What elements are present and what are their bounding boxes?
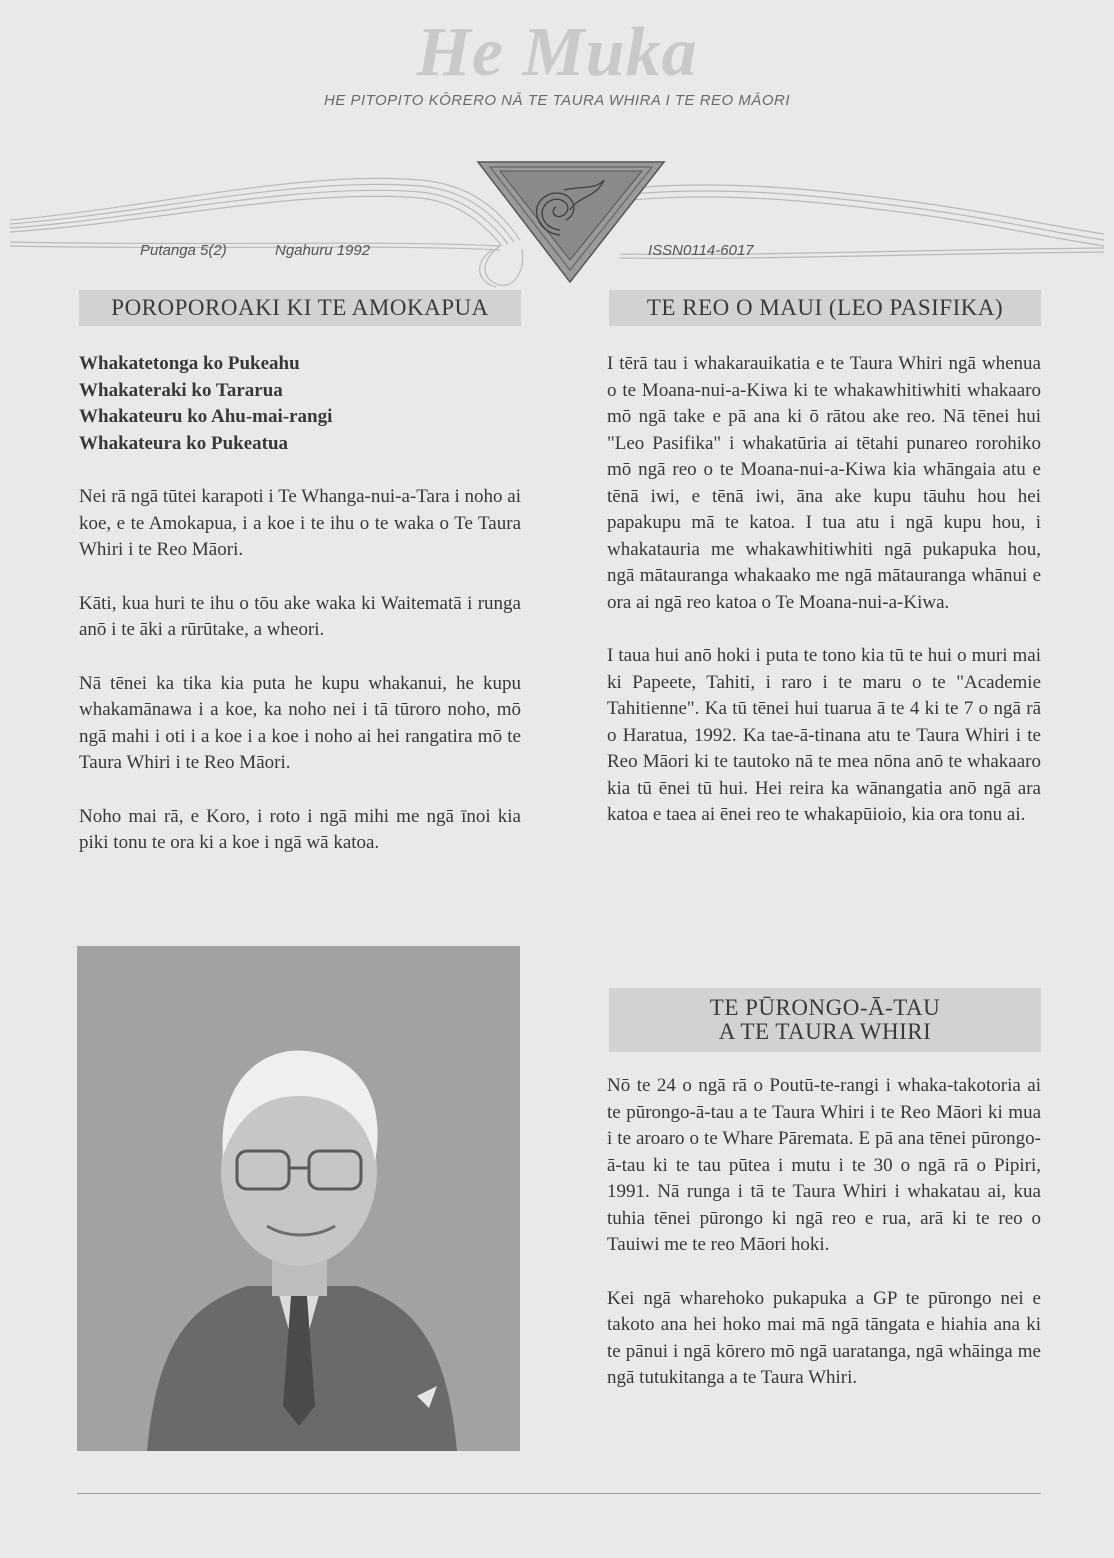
issn-number: ISSN0114-6017 — [648, 242, 754, 259]
right-article-heading-text: TE REO O MAUI (LEO PASIFIKA) — [646, 294, 1004, 320]
poem-line: Whakateura ko Pukeatua — [79, 432, 289, 454]
masthead-subtitle: HE PITOPITO KŌRERO NĀ TE TAURA WHIRA I TE REO MĀORI — [323, 92, 791, 109]
paragraph: Kei ngā wharehoko pukapuka a GP te pūrongo nei e takoto ana hei hoko mai mā ngā tāngata e hiahia ana ki te pānui i ngā kōrero mō ngā uaratanga, ngā whāinga me ngā tutukitanga a te Taura Whiri. — [607, 1287, 1041, 1388]
left-article-heading-text: POROPOROAKI KI TE AMOKAPUA — [111, 294, 489, 320]
issue-number: Putanga 5(2) — [140, 242, 227, 259]
annual-report-heading-line2: A TE TAURA WHIRI — [718, 1019, 932, 1044]
portrait-photo — [77, 946, 520, 1451]
left-article-heading — [79, 290, 521, 326]
poem-line: Whakateraki ko Tararua — [79, 379, 283, 401]
right-article-heading — [609, 290, 1041, 326]
poem-line: Whakateuru ko Ahu-mai-rangi — [79, 406, 333, 427]
annual-report-body — [607, 1073, 1041, 1419]
bottom-divider — [77, 1493, 1041, 1494]
masthead-title: He Muka — [416, 14, 698, 91]
annual-report-heading-line1: TE PŪRONGO-Ā-TAU — [709, 994, 941, 1020]
paragraph: Nei rā ngā tūtei karapoti i Te Whanga-nui-a-Tara i noho ai koe, e te Amokapua, i a koe i te ihu o te waka o Te Taura Whiri i te Reo Māori. — [79, 486, 521, 560]
poem-line: Whakatetonga ko Pukeahu — [79, 353, 300, 374]
paragraph: Nō te 24 o ngā rā o Poutū-te-rangi i whaka-takotoria ai te pūrongo-ā-tau a te Taura Whiri i te Reo Māori ki mua i te aroaro o te Whare Pāremata. E pā ana tēnei pūrongo-ā-tau ki te tau pūtea i mutu i te 30 o ngā rā o Pipiri, 1991. Nā runga i tā te Taura Whiri i whakatau ai, kua tuhia tēnei pūrongo ki ngā reo e rua, arā ki te reo o Tauiwi me te reo Māori hoki. — [607, 1075, 1041, 1255]
paragraph: I tērā tau i whakarauikatia e te Taura Whiri ngā whenua o te Moana-nui-a-Kiwa ki te whakawhitiwhiti whakaaro mō ngā take e pā ana ki ō rātou ake reo. Nā tēnei hui "Leo Pasifika" i whakatūria ai tētahi punareo rorohiko mō ngā reo o te Moana-nui-a-Kiwa kia whāngaia atu e tēnā iwi, e tēnā iwi, āna ake kupu tāuhu hou hei papakupu mā te katoa. I tua atu i ngā kupu hou, i whakatauria me whakawhitiwhiti ngā pukapuka hou, ngā mātauranga whakaako me ngā mātauranga whānui e ora ai ngā reo katoa o Te Moana-nui-a-Kiwa. — [607, 353, 1041, 613]
paragraph: Nā tēnei ka tika kia puta he kupu whakanui, he kupu whakamānawa i a koe, ka noho nei i tā tūroro noho, mō ngā mahi i oti i a koe i a koe i noho ai hei rangatira mō te Taura Whiri i te Reo Māori. — [79, 672, 521, 773]
paragraph: I taua hui anō hoki i puta te tono kia tū te hui o muri mai ki Papeete, Tahiti, i raro i te maru o te "Academie Tahitienne". Ka tū tēnei hui tuarua ā te 4 ki te 7 o ngā rā o Haratua, 1992. Ka tae-ā-tinana atu te Taura Whiri i te Reo Māori ki te tautoko nā te mea nōna anō te whakaaro kia tū ēnei tū hui. Hei reira ka wānangatia anō ngā ara katoa e taea ai ēnei reo te whakapūioio, kia ora tonu ai. — [607, 645, 1041, 825]
paragraph: Noho mai rā, e Koro, i roto i ngā mihi me ngā īnoi kia piki tonu te ora ki a koe i ngā wā katoa. — [79, 805, 521, 853]
left-article-body — [79, 351, 521, 884]
poem-block — [79, 351, 521, 457]
issue-date: Ngahuru 1992 — [275, 242, 371, 259]
masthead-wave-emblem — [0, 150, 1114, 290]
paragraph: Kāti, kua huri te ihu o tōu ake waka ki Waitematā i runga anō i te āki a rūrūtake, a wheori. — [79, 592, 521, 640]
annual-report-heading — [609, 988, 1041, 1052]
right-article-body — [607, 351, 1041, 856]
